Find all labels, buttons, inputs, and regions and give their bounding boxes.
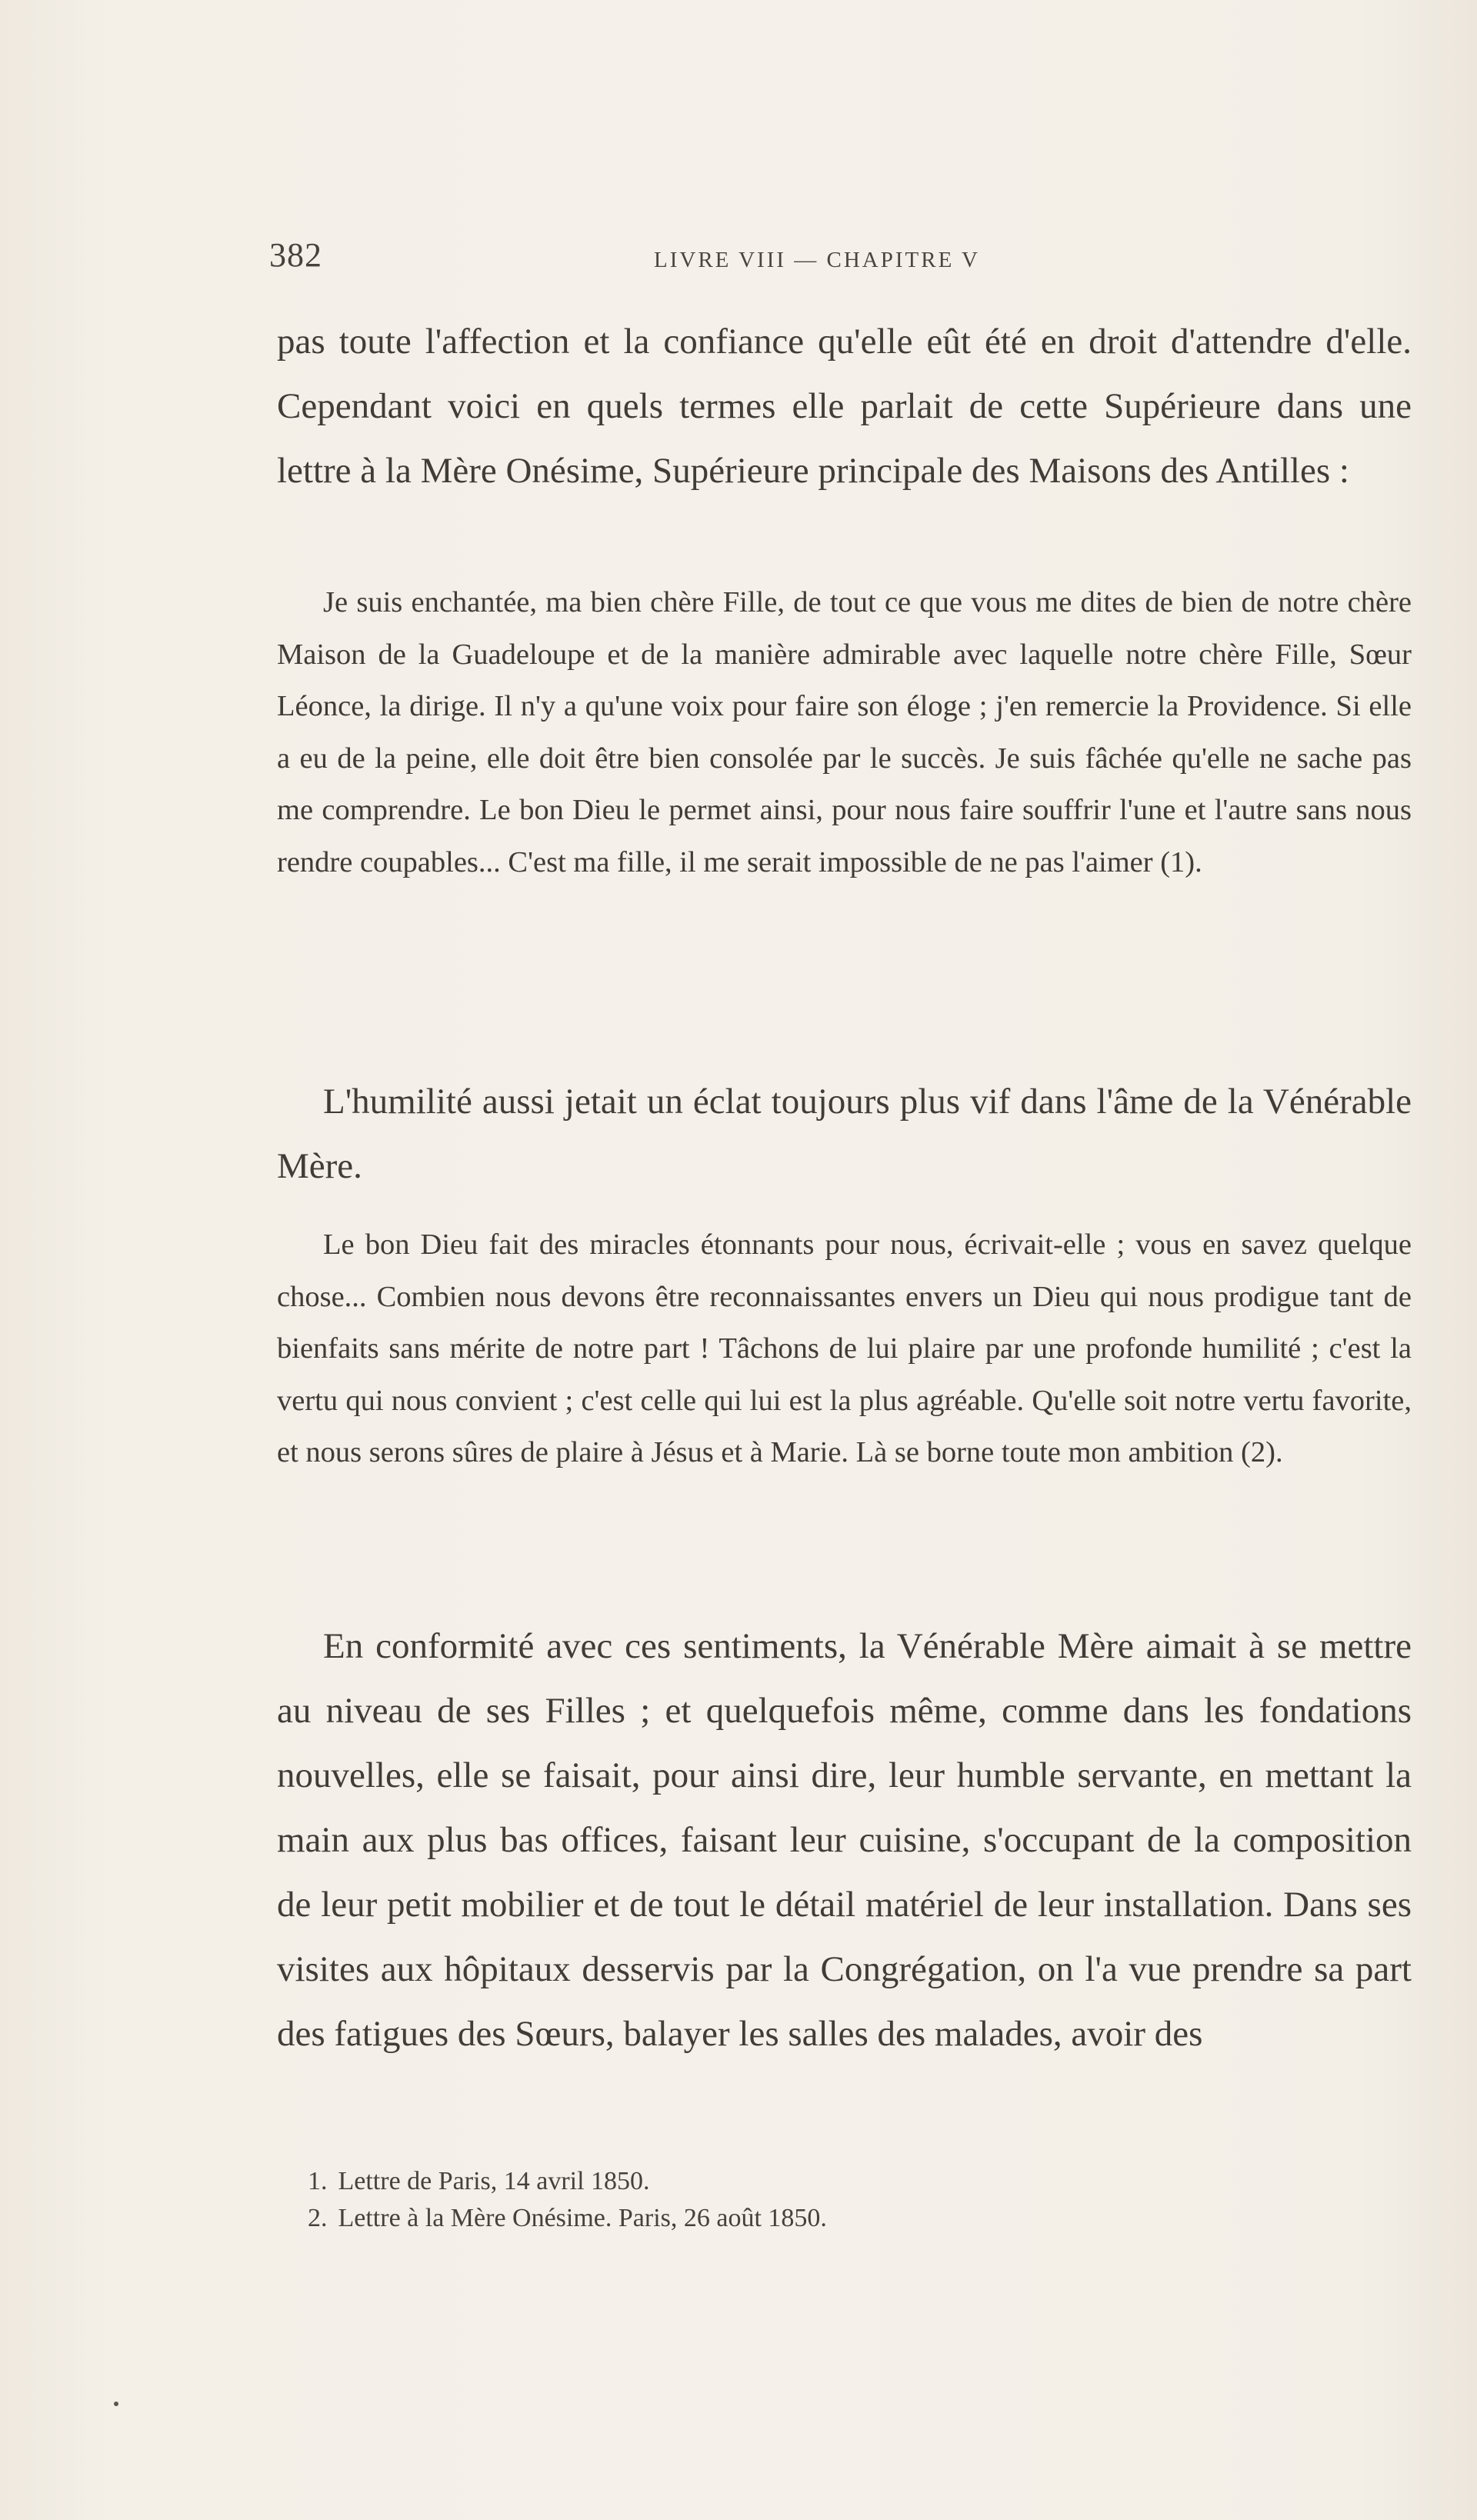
footnote-2-number: 2. [308, 2204, 328, 2232]
quote-1-block [277, 577, 1412, 888]
footnote-2-text: Lettre à la Mère Onésime. Paris, 26 août 1850. [338, 2204, 827, 2232]
footnote-2 [308, 2200, 1231, 2237]
paragraph-2: L'humilité aussi jetait un éclat toujours plus vif dans l'âme de la Vénérable Mère. [277, 1082, 1412, 1186]
page-header [269, 235, 1412, 282]
paper-speck [114, 2402, 118, 2406]
paragraph-3-block [277, 1614, 1412, 2066]
footnotes [308, 2163, 1231, 2237]
footnote-1 [308, 2163, 1231, 2200]
quote-2-block [277, 1219, 1412, 1479]
footnote-1-number: 1. [308, 2167, 328, 2195]
footnote-1-text: Lettre de Paris, 14 avril 1850. [338, 2167, 650, 2195]
quote-letter-1: Je suis enchantée, ma bien chère Fille, de tout ce que vous me dites de bien de notre chère Maison de la Guadeloupe et de la manière admirable avec laquelle notre chère Fille, Sœur Léonce, la dirige. Il n'y a qu'une voix pour faire son éloge ; j'en remercie la Providence. Si elle a eu de la peine, elle doit être bien consolée par le succès. Je suis fâchée qu'elle ne sache pas me comprendre. Le bon Dieu le permet ainsi, pour nous faire souffrir l'une et l'autre sans nous rendre coupables... C'est ma fille, il me serait impossible de ne pas l'aimer (1). [277, 586, 1412, 878]
paragraph-3: En conformité avec ces sentiments, la Vénérable Mère aimait à se mettre au niveau de ses Filles ; et quelquefois même, comme dans les fondations nouvelles, elle se faisait, pour ainsi dire, leur humble servante, en mettant la main aux plus bas offices, faisant leur cuisine, s'occupant de la composition de leur petit mobilier et de tout le détail matériel de leur installation. Dans ses visites aux hôpitaux desservis par la Congrégation, on l'a vue prendre sa part des fatigues des Sœurs, balayer les salles des malades, avoir des [277, 1626, 1412, 2054]
page-number: 382 [269, 236, 322, 274]
paragraph-1: pas toute l'affection et la confiance qu'elle eût été en droit d'attendre d'elle. Cependant voici en quels termes elle parlait de cette Supérieure dans une lettre à la Mère Onésime, Supérieure principale des Maisons des Antilles : [277, 322, 1412, 491]
quote-letter-2: Le bon Dieu fait des miracles étonnants pour nous, écrivait-elle ; vous en savez quelque chose... Combien nous devons être reconnaissantes envers un Dieu qui nous prodigue tant de bienfaits sans mérite de notre part ! Tâchons de lui plaire par une profonde humilité ; c'est la vertu qui nous convient ; c'est celle qui lui est la plus agréable. Qu'elle soit notre vertu favorite, et nous serons sûres de plaire à Jésus et à Marie. Là se borne toute mon ambition (2). [277, 1228, 1412, 1468]
paragraph-1-block [277, 309, 1412, 503]
running-head: LIVRE VIII — CHAPITRE V [654, 248, 980, 272]
paragraph-2-block [277, 1069, 1412, 1198]
